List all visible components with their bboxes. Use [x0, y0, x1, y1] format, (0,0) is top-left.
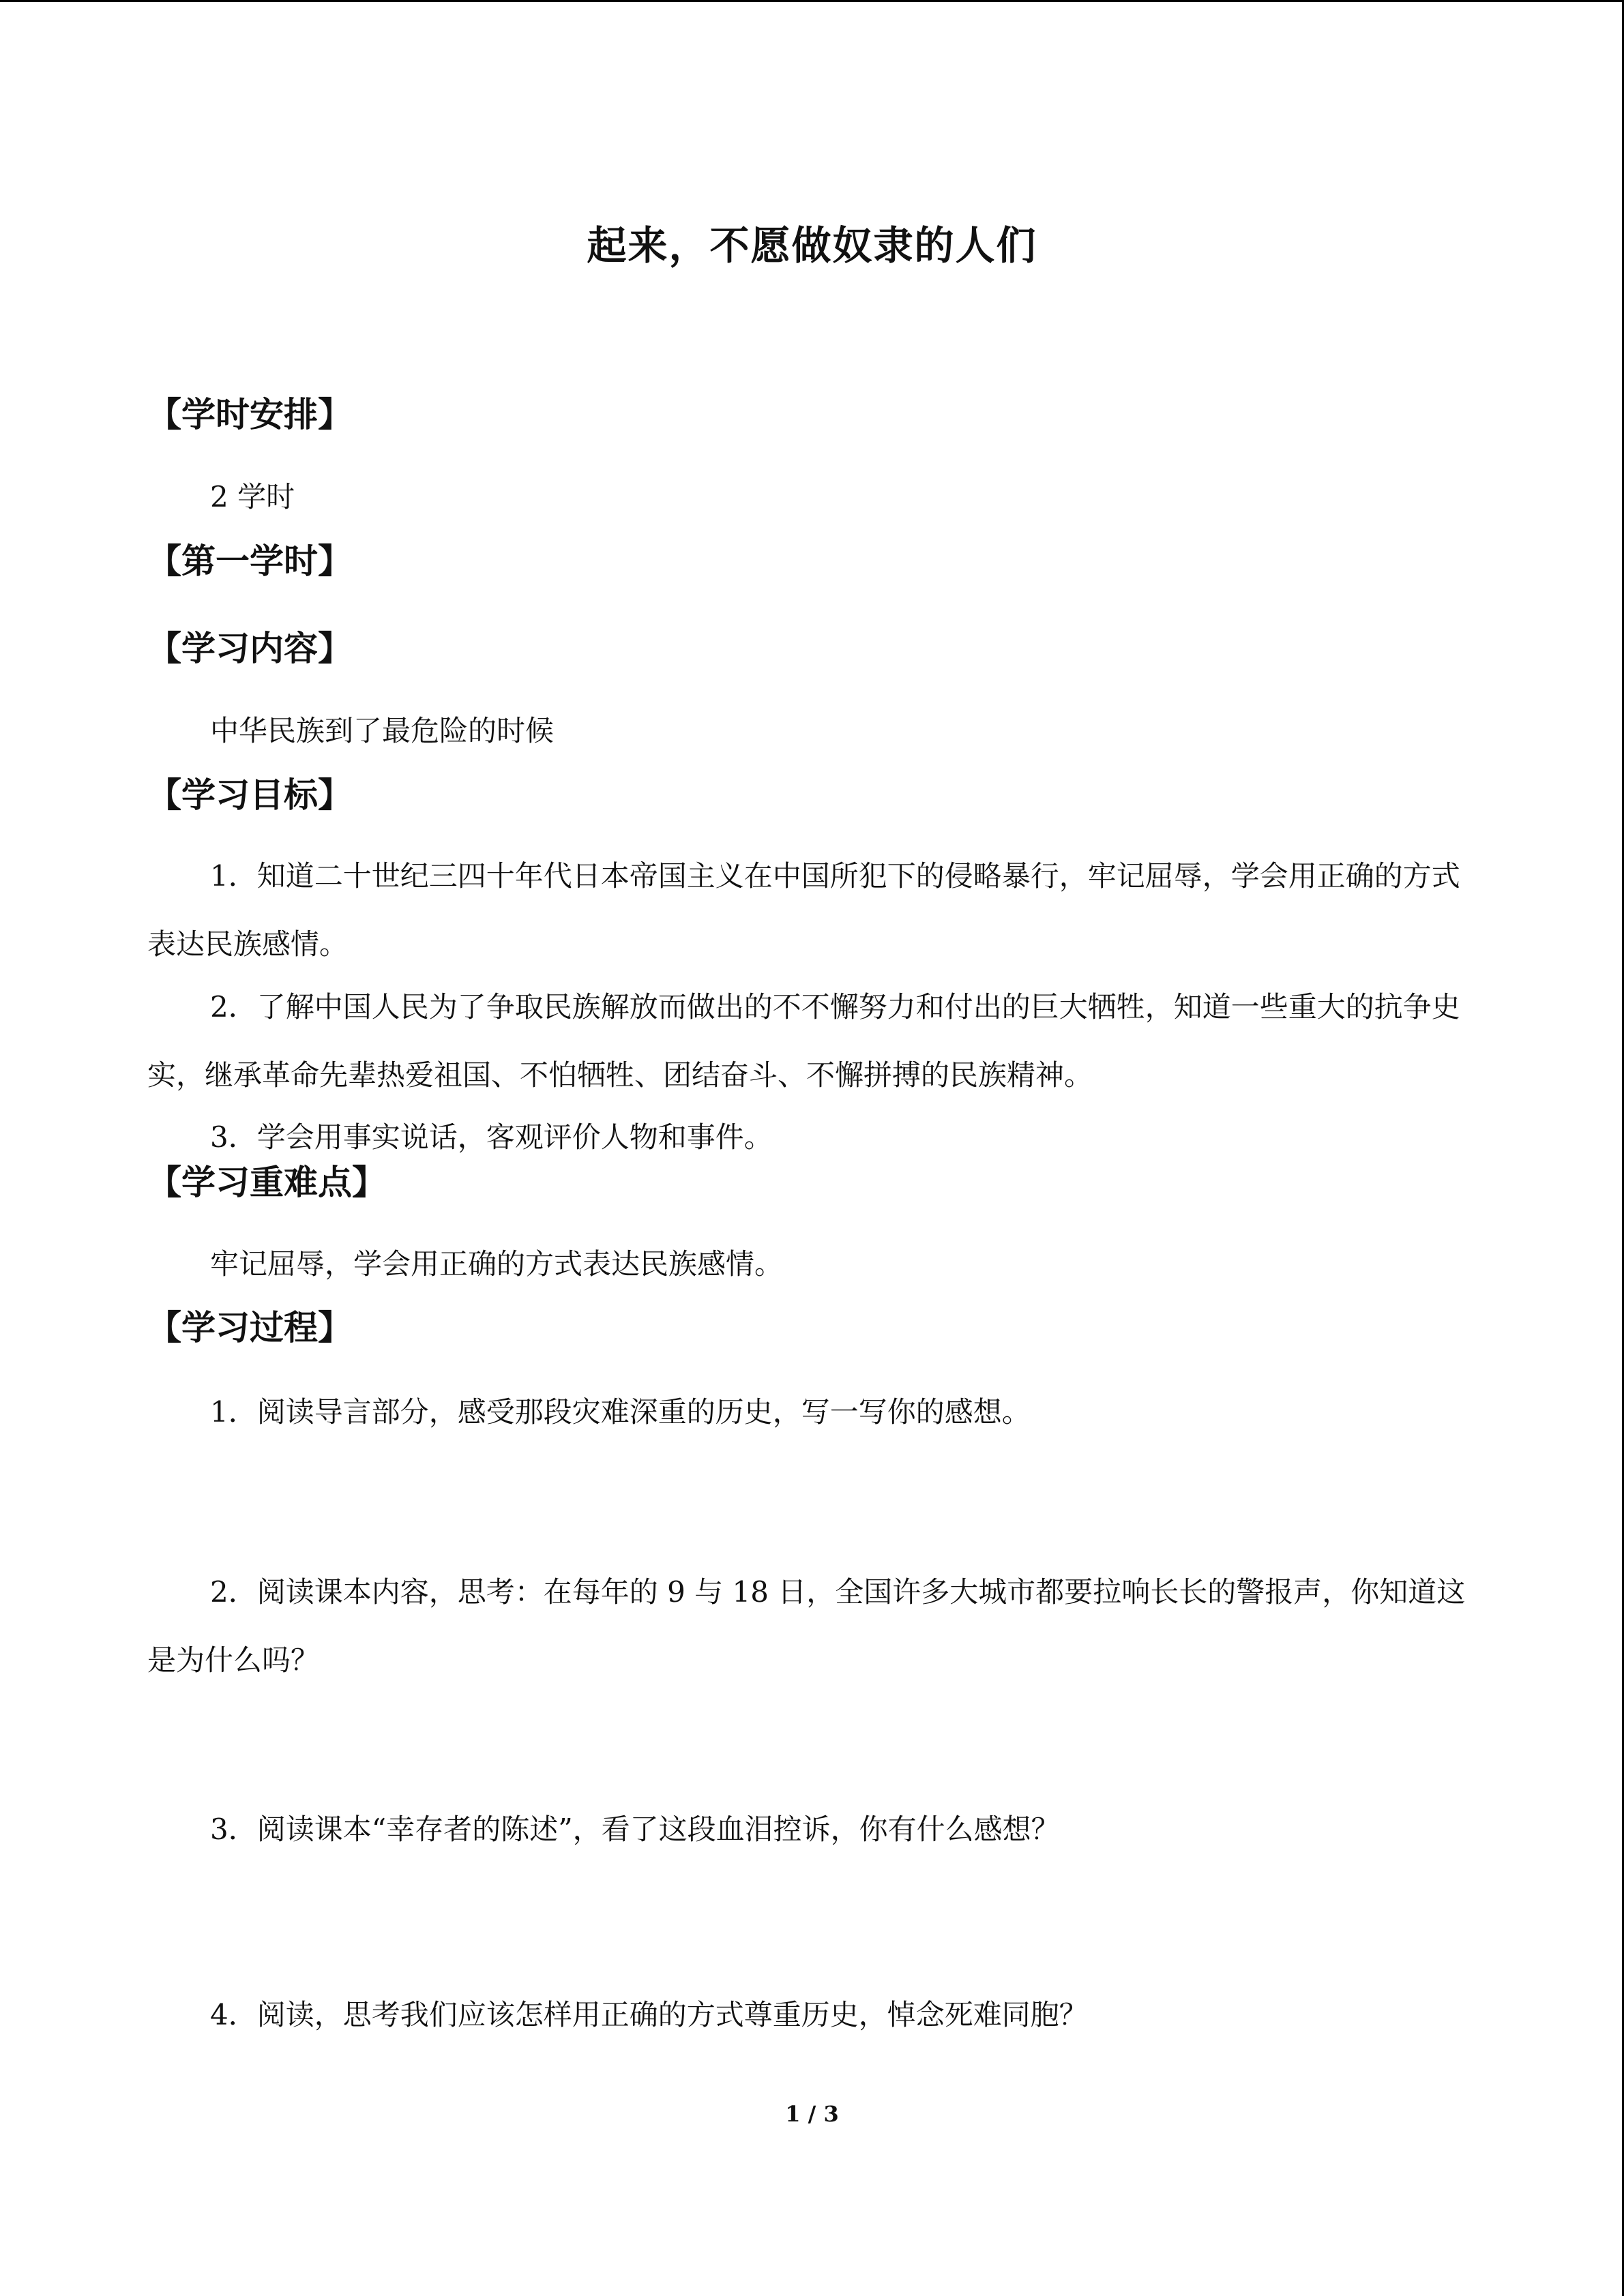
schedule-text: 2 学时: [210, 480, 295, 513]
process-item-1: 1．阅读导言部分，感受那段灾难深重的历史，写一写你的感想。: [210, 1395, 1031, 1429]
heading-process: 【学习过程】: [147, 1308, 352, 1347]
content-text: 中华民族到了最危险的时候: [210, 714, 555, 747]
goal-item-2: 2．了解中国人民为了争取民族解放而做出的不不懈努力和付出的巨大牺牲，知道一些重大的抗争史实，继承革命先辈热爱祖国、不怕牺牲、团结奋斗、不懈拼搏的民族精神。: [147, 990, 1460, 1092]
goal-item-3: 3．学会用事实说话，客观评价人物和事件。: [210, 1120, 773, 1154]
heading-content: 【学习内容】: [147, 629, 352, 668]
goal-item-1: 1．知道二十世纪三四十年代日本帝国主义在中国所犯下的侵略暴行，牢记屈辱，学会用正确的方式表达民族感情。: [147, 859, 1460, 961]
heading-schedule: 【学时安排】: [147, 395, 352, 434]
process-item-2: 2．阅读课本内容，思考：在每年的 9 与 18 日，全国许多大城市都要拉响长长的警报声，你知道这是为什么吗？: [147, 1575, 1466, 1677]
process-item-4: 4．阅读，思考我们应该怎样用正确的方式尊重历史，悼念死难同胞？: [210, 1998, 1088, 2031]
heading-goals: 【学习目标】: [147, 775, 352, 815]
document-title: 起来，不愿做奴隶的人们: [587, 222, 1037, 269]
heading-key-points: 【学习重难点】: [147, 1163, 386, 1202]
heading-first-period: 【第一学时】: [147, 541, 352, 581]
process-item-3: 3．阅读课本“幸存者的陈述”，看了这段血泪控诉，你有什么感想？: [210, 1813, 1060, 1846]
page-number: 1 / 3: [785, 2101, 839, 2127]
key-points-text: 牢记屈辱，学会用正确的方式表达民族感情。: [210, 1247, 784, 1281]
